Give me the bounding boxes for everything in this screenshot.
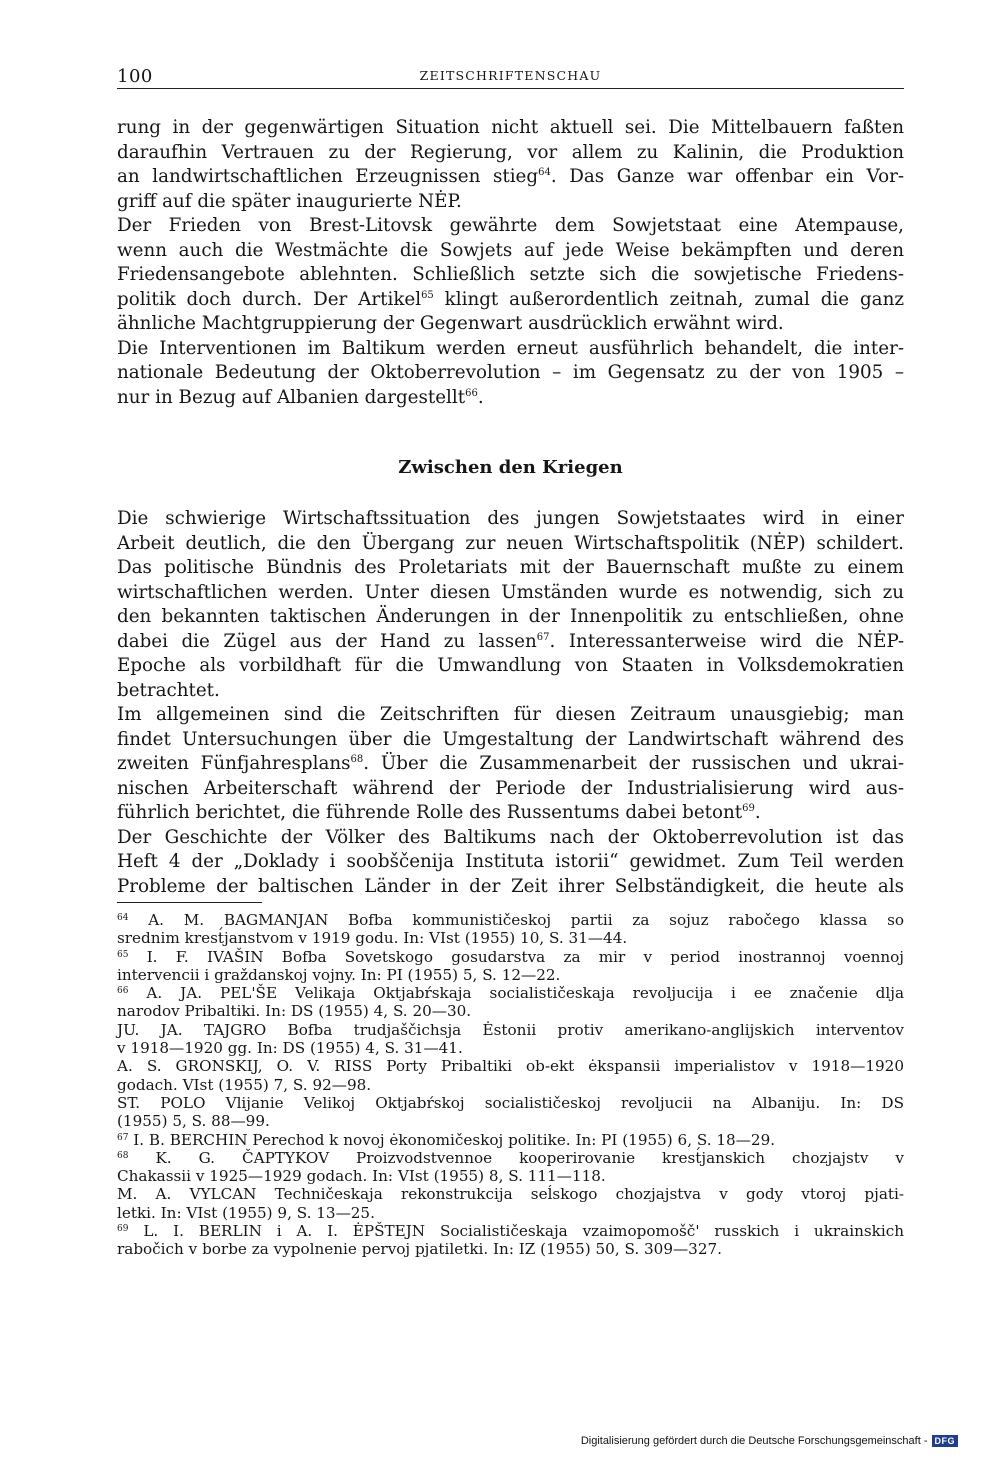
text-fragment: A. M. BAGMANJAN Bofba kommunističeskoj partii za sojuz rabočego klassa so	[148, 911, 905, 929]
footnote-mark: 64	[117, 913, 129, 923]
footnote-line	[117, 984, 904, 1002]
footnote-mark: 65	[117, 949, 129, 960]
text-fragment: A. JA. PEL'ŠE Velikaja Oktjabŕskaja socialističeskaja revoljucija i ee značenie dlja	[146, 984, 904, 1003]
footnote-ref: 66	[465, 387, 478, 399]
paragraph	[117, 214, 904, 337]
footnote-line: A. S. GRONSKIJ, O. V. RISS Porty Pribaltiki ob-ekt ėkspansii imperialistov v 1918—1920	[117, 1057, 904, 1076]
text-line: nischen Arbeiterschaft während der Periode der Industrialisierung wird aus-	[117, 777, 904, 799]
footnotes	[117, 911, 904, 1259]
text-line: Der Geschichte der Völker des Baltikums nach der Oktoberrevolution ist das	[117, 826, 904, 848]
text-fragment: dabei die Zügel aus der Hand zu lassen	[117, 630, 537, 652]
text-line: Im allgemeinen sind die Zeitschriften für diesen Zeitraum unausgiebig; man	[117, 704, 904, 725]
text-line: findet Untersuchungen über die Umgestaltung der Landwirtschaft während des	[117, 728, 904, 750]
credit-text: Digitalisierung gefördert durch die Deutsche Forschungsgemeinschaft -	[580, 1435, 928, 1447]
text-fragment: politik doch durch. Der Artikel	[117, 288, 422, 310]
footnote	[117, 1222, 904, 1259]
text-fragment: I. B. BERCHIN Perechod k novoj ėkonomičeskoj politike. In: PI (1955) 6, S. 18—29.	[133, 1130, 776, 1149]
text-line: wirtschaftlichen werden. Unter diesen Umständen wurde es notwendig, sich zu	[117, 581, 904, 603]
dfg-logo: DFG	[932, 1435, 959, 1447]
paragraph	[117, 337, 904, 411]
text-line: Heft 4 der „Doklady i soobščenija Instituta istorii“ gewidmet. Zum Teil werden	[117, 851, 904, 872]
footnote-line: (1955) 5, S. 88—99.	[117, 1112, 270, 1131]
text-line: Probleme der baltischen Länder in der Zeit ihrer Selbständigkeit, die heute als	[117, 875, 904, 897]
footnote-line	[117, 1149, 904, 1167]
text-fragment: I. F. IVAŠIN Bofba Sovetskogo gosudarstva za mir v period inostrannoj voennoj	[146, 947, 904, 966]
footnote-line: letki. In: VIst (1955) 9, S. 13—25.	[117, 1203, 375, 1222]
text-line: rung in der gegenwärtigen Situation nicht aktuell sei. Die Mittelbauern faßten	[117, 117, 904, 138]
text-line: ähnliche Machtgruppierung der Gegenwart ausdrücklich erwähnt wird.	[117, 313, 784, 334]
footnote-line: JU. JA. TAJGRO Bofba trudjaščichsja Ėstonii protiv amerikano-anglijskich interventov	[117, 1020, 904, 1039]
footnote-line: v 1918—1920 gg. In: DS (1955) 4, S. 31—41.	[117, 1039, 463, 1058]
footnote-line	[117, 1222, 904, 1240]
footnote-separator	[117, 902, 262, 903]
paragraph	[117, 116, 904, 214]
text-line: nationale Bedeutung der Oktoberrevolution – im Gegensatz zu der von 1905 –	[117, 362, 904, 383]
text-line: Epoche als vorbildhaft für die Umwandlung von Staaten in Volksdemokratien	[117, 655, 904, 676]
footnote-ref: 65	[421, 289, 434, 301]
footnote	[117, 1185, 904, 1222]
paragraph	[117, 703, 904, 826]
text-line: wenn auch die Westmächte die Sowjets auf jede Weise bekämpften und deren	[117, 239, 904, 261]
section-heading: Zwischen den Kriegen	[398, 457, 623, 478]
footnote-mark: 66	[117, 986, 129, 997]
footnote-line	[117, 948, 904, 966]
footnote-line: Chakassii v 1925—1929 godach. In: VIst (1955) 8, S. 111—118.	[117, 1167, 606, 1186]
text-fragment: zweiten Fünfjahresplans	[117, 753, 351, 774]
text-line: Arbeit deutlich, die den Übergang zur neuen Wirtschaftspolitik (NĖP) schildert.	[117, 532, 904, 554]
footnote-line: godach. VIst (1955) 7, S. 92—98.	[117, 1075, 372, 1094]
text-fragment: führlich berichtet, die führende Rolle des Russentums dabei betont	[117, 802, 743, 823]
footnote-ref: 68	[350, 754, 364, 765]
footnote	[117, 911, 904, 948]
footnote-mark: 69	[117, 1224, 129, 1235]
footnote-line: ST. POLO Vlijanie Velikoj Oktjabŕskoj socialističeskoj revoljucii na Albaniju. In: DS	[117, 1093, 904, 1112]
text-fragment: nur in Bezug auf Albanien dargestellt	[117, 386, 466, 408]
text-line: betrachtet.	[117, 679, 220, 701]
text-line: Die schwierige Wirtschaftssituation des jungen Sowjetstaates wird in einer	[117, 508, 904, 529]
text-line	[117, 630, 904, 655]
section2-body	[117, 507, 904, 899]
text-fragment: klingt außerordentlich zeitnah, zumal die ganz	[433, 288, 904, 310]
paragraph	[117, 826, 904, 900]
page-number: 100	[117, 66, 153, 87]
footnote	[117, 1094, 904, 1131]
digitization-credit	[581, 1435, 958, 1447]
running-head: ZEITSCHRIFTENSCHAU	[419, 68, 602, 83]
footnote-line: narodov Pribaltiki. In: DS (1955) 4, S. 20—30.	[117, 1002, 472, 1021]
text-fragment: L. I. BERLIN i A. I. ĖPŠTEJN Socialističeskaja vzaimopomošč' russkich i ukrainskich	[143, 1222, 904, 1241]
footnote-mark: 67	[117, 1132, 129, 1143]
footnote-line: rabočich v borbe za vypolnenie pervoj pjatiletki. In: IZ (1955) 50, S. 309—327.	[117, 1240, 722, 1259]
text-line: Die Interventionen im Baltikum werden erneut ausführlich behandelt, die inter-	[117, 337, 904, 359]
text-line	[117, 165, 904, 190]
footnote	[117, 948, 904, 985]
footnote-ref: 67	[536, 631, 550, 643]
footnote	[117, 1131, 904, 1149]
text-line: Das politische Bündnis des Proletariats mit der Bauernschaft mußte zu einem	[117, 557, 904, 578]
text-line: den bekannten taktischen Änderungen in der Innenpolitik zu entschließen, ohne	[117, 606, 904, 627]
text-line	[117, 288, 904, 313]
text-fragment: .	[477, 386, 484, 408]
footnote-line: M. A. VYLCAN Techničeskaja rekonstrukcija seĺskogo chozjajstva v gody vtoroj pjati-	[117, 1185, 904, 1204]
paragraph	[117, 507, 904, 703]
text-line	[117, 752, 904, 777]
text-fragment: .	[754, 802, 761, 823]
text-line: Friedensangebote ablehnten. Schließlich setzte sich die sowjetische Friedens-	[117, 264, 904, 285]
footnote-line: intervencii i graždanskoj vojny. In: PI (1955) 5, S. 12—22.	[117, 965, 561, 984]
footnote-line	[117, 911, 904, 929]
text-line: Der Frieden von Brest-Litovsk gewährte dem Sowjetstaat eine Atempause,	[117, 215, 904, 236]
footnote	[117, 1149, 904, 1186]
footnote-ref: 69	[742, 803, 755, 814]
text-fragment: an landwirtschaftlichen Erzeugnissen stieg	[117, 166, 539, 187]
section1-body	[117, 116, 904, 410]
text-line: griff auf die später inaugurierte NĖP.	[117, 190, 462, 212]
text-fragment: K. G. ČAPTYKOV Proizvodstvennoe kooperirovanie krest́janskich chozjajstv v	[155, 1148, 904, 1167]
footnote	[117, 1057, 904, 1094]
text-line	[117, 801, 904, 826]
footnote-line: srednim krest́janstvom v 1919 godu. In: VIst (1955) 10, S. 31—44.	[117, 929, 628, 948]
page-header	[117, 62, 904, 89]
footnote-mark: 68	[117, 1150, 129, 1161]
text-fragment: . Das Ganze war offenbar ein Vor-	[550, 166, 904, 187]
footnote-ref: 64	[538, 167, 551, 178]
text-line: daraufhin Vertrauen zu der Regierung, vor allem zu Kalinin, die Produktion	[117, 141, 904, 163]
footnote	[117, 984, 904, 1021]
text-line	[117, 386, 904, 411]
footnote-line	[117, 1131, 904, 1149]
footnote	[117, 1021, 904, 1058]
text-fragment: . Über die Zusammenarbeit der russischen und ukrai-	[363, 753, 904, 774]
text-fragment: . Interessanterweise wird die NĖP-	[549, 630, 904, 652]
